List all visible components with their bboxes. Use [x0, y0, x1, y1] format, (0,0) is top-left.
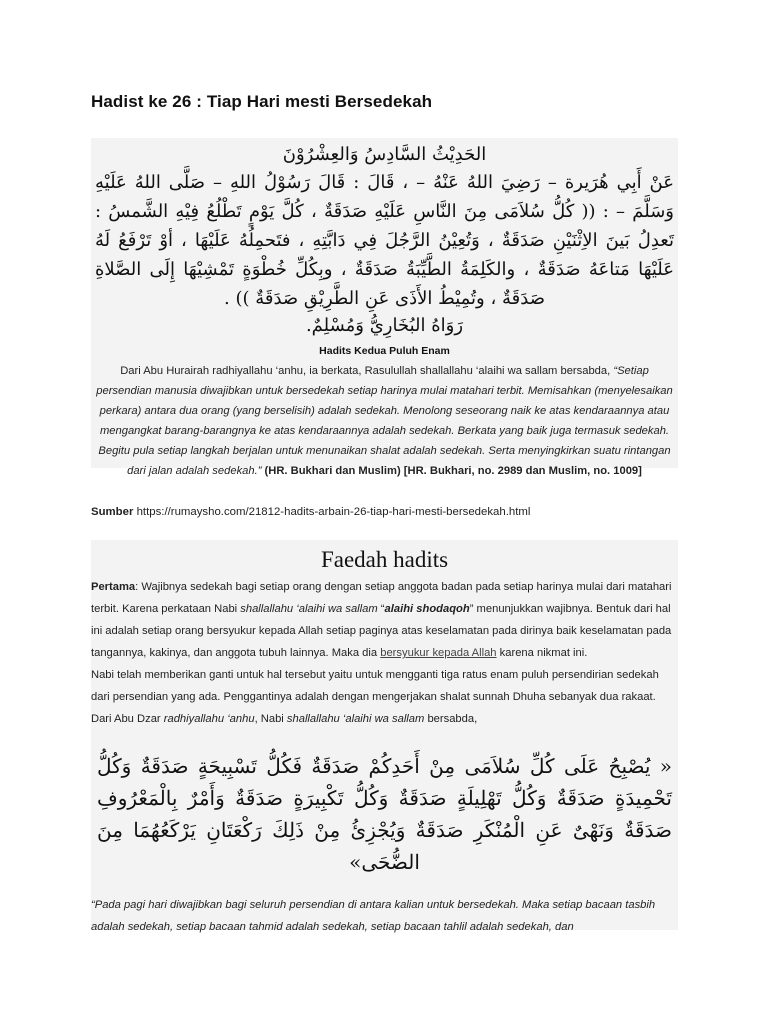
- p1-bold-italic: alaihi shodaqoh: [384, 603, 470, 615]
- pertama-label: Pertama: [91, 581, 136, 593]
- dhuha-hadith-arabic: « يُصْبِحُ عَلَى كُلِّ سُلاَمَى مِنْ أَحَدِكُمْ صَدَقَةٌ فَكُلُّ تَسْبِيحَةٍ صَدَقَةٌ وَكُلُّ تَحْمِيدَةٍ صَدَقَةٌ وَكُلُّ تَهْلِيلَةٍ صَدَقَةٌ وَكُلُّ تَكْبِيرَةٍ صَدَقَةٌ وَأَمْرٌ بِالْمَعْرُوفِ صَدَقَةٌ وَنَهْىٌ عَنِ الْمُنْكَرِ صَدَقَةٌ وَيُجْزِئُ مِنْ ذَلِكَ رَكْعَتَانِ يَرْكَعُهُمَا مِنَ الضُّحَى»: [97, 754, 672, 874]
- page-title: Hadist ke 26 : Tiap Hari mesti Bersedekah: [91, 92, 433, 111]
- p2-text-c: bersabda,: [424, 713, 478, 725]
- p1-text-b: “: [377, 603, 385, 615]
- p2-italic-1: radhiyallahu ‘anhu: [163, 713, 255, 725]
- hadith-arabic-narrator: رَوَاهُ البُخَارِيُّ وَمُسْلِمٌ.: [305, 315, 464, 336]
- faedah-paragraph-1: [91, 576, 678, 664]
- hadith-arabic-text: عَنْ أَبِي هُرَيرة – رَضِيَ اللهُ عَنْهُ – ، قَالَ : قَالَ رَسُوْلُ اللهِ – صَلَّى اللهُ عَلَيْهِ وَسَلَّمَ – : (( كُلُّ سُلاَمَى مِنَ النَّاسِ عَلَيْهِ صَدَقَةٌ ، كُلَّ يَوْمٍ تَطْلُعُ فِيْهِ الشَّمسُ : تَعدِلُ بَينَ الاِثْنَيْنِ صَدَقَةٌ ، وَتُعِيْنُ الرَّجُلَ فِي دَابَّتِهِ ، فتَحمِلُهُ عَلَيْهَا ، أوْ تَرْفَعُ لَهُ عَلَيْهَا مَتاعَهُ صَدَقَةٌ ، والكَلِمَةُ الطَّيِّبَةُ صَدَقَةٌ ، وبِكُلِّ خُطْوَةٍ تَمْشِيْهَا إِلَى الصَّلاةِ صَدَقَةٌ ، وتُمِيْطُ الأَذَى عَنِ الطَّرِيْقِ صَدَقَةٌ )) .: [95, 172, 674, 309]
- hadith-subheading: Hadits Kedua Puluh Enam: [319, 345, 450, 357]
- p2-text-a: Nabi telah memberikan ganti untuk hal tersebut yaitu untuk mengganti tiga ratus enam puluh persendirian sedekah dari persendian yang ada. Penggantinya adalah dengan mengerjakan shalat sunnah Dhuha sebanyak dua rakaat. Dari Abu Dzar: [91, 669, 659, 725]
- p1-text-d: karena nikmat ini.: [496, 647, 588, 659]
- dhuha-hadith-translation: “Pada pagi hari diwajibkan bagi seluruh persendian di antara kalian untuk bersedekah. Maka setiap bacaan tasbih adalah sedekah, setiap bacaan tahmid adalah sedekah, setiap bacaan tahlil adalah sedekah, dan: [91, 899, 656, 933]
- translation-intro: Dari Abu Hurairah radhiyallahu ‘anhu, ia berkata, Rasulullah shallallahu ‘alaihi wa sallam bersabda,: [120, 365, 614, 377]
- translation-reference: (HR. Bukhari dan Muslim) [HR. Bukhari, no. 2989 dan Muslim, no. 1009]: [261, 465, 642, 477]
- faedah-paragraph-2: [91, 664, 678, 730]
- hadith-translation: [91, 358, 678, 481]
- hadith-box: [91, 138, 678, 477]
- source-label: Sumber: [91, 506, 134, 518]
- faedah-box: [91, 540, 678, 933]
- p1-text-c: ” menunjukkan wajibnya. Bentuk dari hal ini adalah setiap orang bersyukur kepada Allah setiap paginya atas keselamatan pada dirinya baik keselamatan pada tangannya, kakinya, dan anggota tubuh lainnya. Maka dia: [91, 603, 672, 659]
- source-url[interactable]: https://rumaysho.com/21812-hadits-arbain-26-tiap-hari-mesti-bersedekah.html: [133, 506, 531, 518]
- p2-text-b: , Nabi: [254, 713, 287, 725]
- faedah-heading: Faedah hadits: [320, 547, 449, 572]
- hadith-arabic-title: الحَدِيْثُ السَّادِسُ وَالعِشْرُوْنَ: [282, 144, 487, 165]
- p1-text-a: : Wajibnya sedekah bagi setiap orang dengan setiap anggota badan pada setiap harinya mulai dari matahari terbit. Karena perkataan Nabi: [91, 581, 672, 615]
- source-line: [91, 506, 530, 518]
- translation-quote: “Setiap persendian manusia diwajibkan untuk bersedekah setiap harinya mulai matahari terbit. Memisahkan (menyelesaikan perkara) antara dua orang (yang berselisih) adalah sedekah. Menolong seseorang naik ke atas kendaraannya atau mengangkat barang-barangnya ke atas kendaraannya adalah sedekah. Berkata yang baik juga termasuk sedekah. Begitu pula setiap langkah berjalan untuk menunaikan shalat adalah sedekah. Serta menyingkirkan suatu rintangan dari jalan adalah sedekah.”: [96, 365, 673, 477]
- p2-italic-2: shallallahu ‘alaihi wa sallam: [286, 713, 425, 725]
- p1-italic-1: shallallahu ‘alaihi wa sallam: [240, 603, 378, 615]
- bersyukur-link[interactable]: bersyukur kepada Allah: [380, 647, 497, 659]
